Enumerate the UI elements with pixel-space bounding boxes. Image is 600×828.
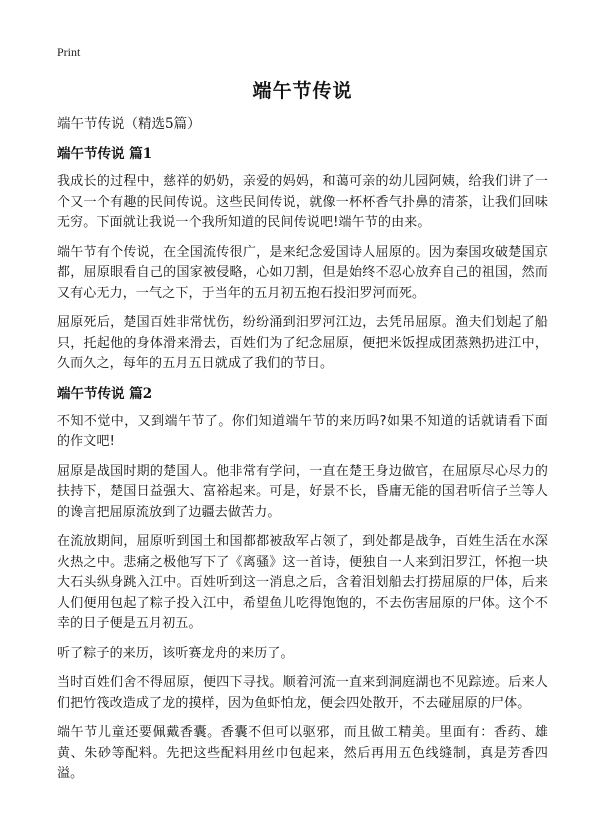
paragraph: 我成长的过程中，慈祥的奶奶，亲爱的妈妈，和蔼可亲的幼儿园阿姨，给我们讲了一个又一个有趣的民间传说。这些民间传说，就像一杯杯香气扑鼻的清茶，让我们回味无穷。下面就让我说一个我所知道的民间传说吧!端午节的由来。 xyxy=(57,174,548,230)
section-1 xyxy=(57,144,548,375)
document-title: 端午节传说 xyxy=(252,80,353,102)
paragraph: 听了粽子的来历，该听赛龙舟的来历了。 xyxy=(57,645,294,661)
paragraph: 屈原是战国时期的楚国人。他非常有学问，一直在楚王身边做官，在屈原尽心尽力的扶持下，楚国日益强大、富裕起来。可是，好景不长，昏庸无能的国君听信子兰等人的谗言把屈原流放到了边疆去做苦力。 xyxy=(57,463,548,520)
paragraph: 当时百姓们舍不得屈原，便四下寻找。顺着河流一直来到洞庭湖也不见踪迹。后来人们把竹筏改造成了龙的摸样，因为鱼虾怕龙，便会四处散开，不去碰屈原的尸体。 xyxy=(57,675,548,711)
paragraph: 屈原死后，楚国百姓非常忧伤，纷纷涌到汨罗河江边，去凭吊屈原。渔夫们划起了船只，托起他的身体滑来滑去，百姓们为了纪念屈原，便把米饭捏成团蒸熟扔进江中，久而久之，每年的五月五日就成了我们的节日。 xyxy=(57,315,548,371)
print-label[interactable]: Print xyxy=(57,45,81,59)
paragraph: 在流放期间，屈原听到国土和国都都被敌军占领了，到处都是战争，百姓生活在水深火热之中。悲痛之极他写下了《离骚》这一首诗，便独自一人来到汨罗江，怀抱一块大石头纵身跳入江中。百姓听到这一消息之后，含着泪划船去打捞屈原的尸体，后来人们便用包起了粽子投入江中，希望鱼儿吃得饱饱的，不去伤害屈原的尸体。这个不幸的日子便是五月初五。 xyxy=(57,534,548,631)
paragraph: 端午节有个传说，在全国流传很广，是来纪念爱国诗人屈原的。因为秦国攻破楚国京都，屈原眼看自己的国家被侵略，心如刀割，但是始终不忍心放弃自己的祖国，然而又有心无力，一气之下，于当年的五月初五抱石投汨罗河而死。 xyxy=(57,244,548,301)
section-heading: 端午节传说 篇1 xyxy=(57,146,153,162)
paragraph: 不知不觉中，又到端午节了。你们知道端午节的来历吗?如果不知道的话就请看下面的作文吧! xyxy=(57,413,548,449)
section-2 xyxy=(57,384,548,785)
document-subtitle: 端午节传说（精选5篇） xyxy=(57,116,201,132)
paragraph: 端午节儿童还要佩戴香囊。香囊不但可以驱邪，而且做工精美。里面有：香药、雄黄、朱砂等配料。先把这些配料用丝巾包起来，然后再用五色线缝制，真是芳香四溢。 xyxy=(57,725,548,781)
section-heading: 端午节传说 篇2 xyxy=(57,385,153,402)
